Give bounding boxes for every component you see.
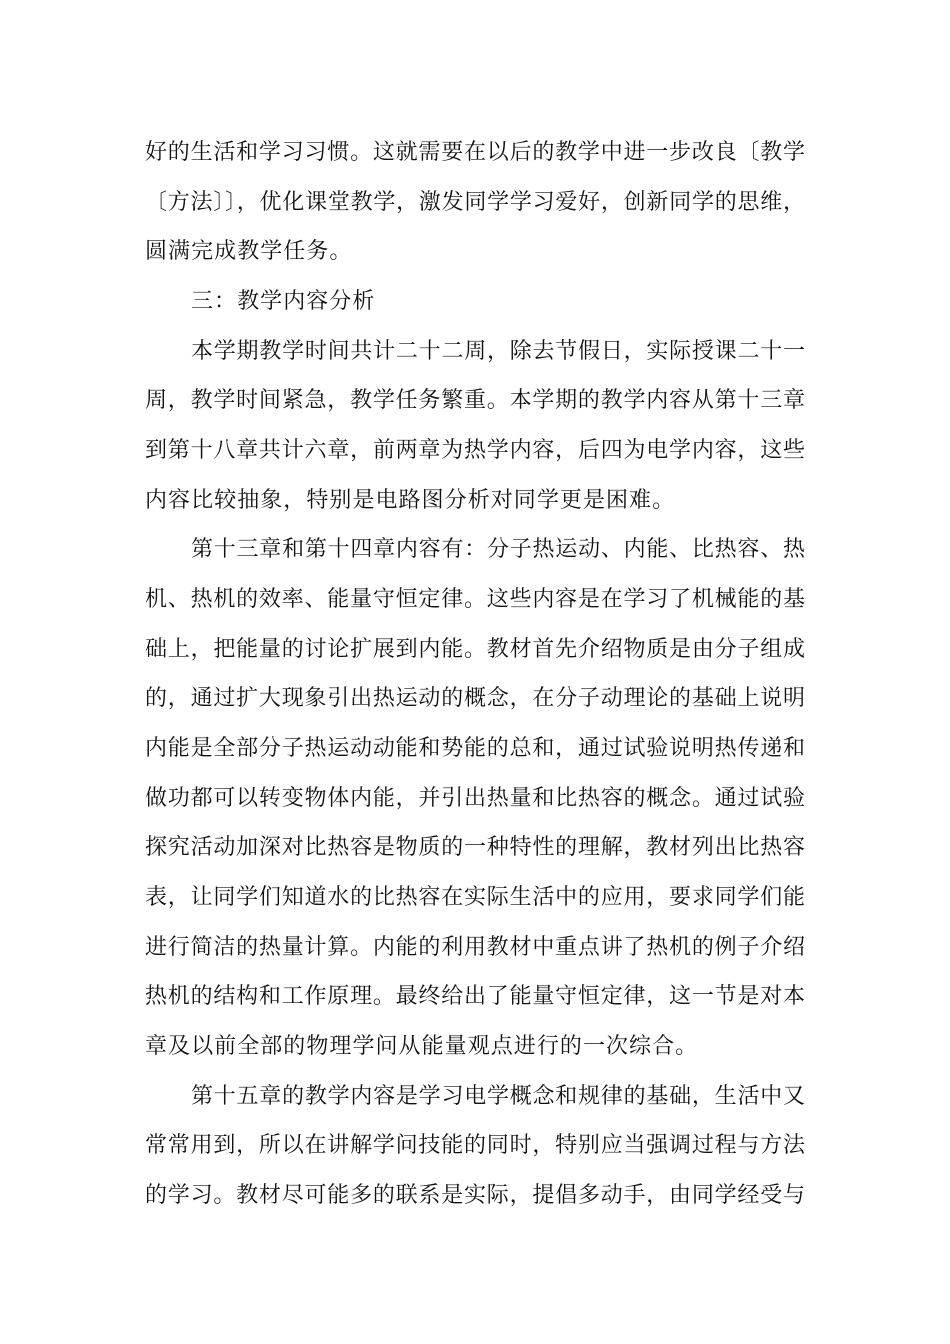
text-line: 热机的结构和工作原理。最终给出了能量守恒定律，这一节是对本 [145, 984, 805, 1009]
text-line: 到第十八章共计六章，前两章为热学内容，后四为电学内容，这些 [145, 438, 805, 463]
text-line: 〔方法〕〕，优化课堂教学，激发同学学习爱好，创新同学的思维， [145, 190, 805, 215]
text-line: 的学习。教材尽可能多的联系是实际，提倡多动手，由同学经受与 [145, 1183, 805, 1208]
text-line: 内容比较抽象，特别是电路图分析对同学更是困难。 [145, 488, 676, 513]
text-line: 表，让同学们知道水的比热容在实际生活中的应用，要求同学们能 [145, 885, 805, 910]
text-line: 周，教学时间紧急，教学任务繁重。本学期的教学内容从第十三章 [145, 388, 805, 413]
text-line: 章及以前全部的物理学问从能量观点进行的一次综合。 [145, 1034, 699, 1059]
text-line: 机、热机的效率、能量守恒定律。这些内容是在学习了机械能的基 [145, 587, 805, 612]
text-line: 础上，把能量的讨论扩展到内能。教材首先介绍物质是由分子组成 [145, 637, 805, 662]
text-line: 探究活动加深对比热容是物质的一种特性的理解，教材列出比热容 [145, 835, 805, 860]
text-line: 内能是全部分子热运动动能和势能的总和，通过试验说明热传递和 [145, 736, 805, 761]
text-line: 常常用到，所以在讲解学问技能的同时，特别应当强调过程与方法 [145, 1133, 805, 1158]
text-line: 做功都可以转变物体内能，并引出热量和比热容的概念。通过试验 [145, 786, 805, 811]
text-line: 的，通过扩大现象引出热运动的概念，在分子动理论的基础上说明 [145, 686, 805, 711]
text-line: 本学期教学时间共计二十二周，除去节假日，实际授课二十一 [191, 339, 805, 364]
text-line: 第十五章的教学内容是学习电学概念和规律的基础，生活中又 [191, 1084, 805, 1109]
text-line: 圆满完成教学任务。 [145, 239, 353, 264]
text-line: 第十三章和第十四章内容有：分子热运动、内能、比热容、热 [191, 537, 805, 562]
section-heading: 三：教学内容分析 [191, 289, 376, 314]
text-line: 好的生活和学习习惯。这就需要在以后的教学中进一步改良〔教学 [145, 140, 805, 165]
text-line: 进行简洁的热量计算。内能的利用教材中重点讲了热机的例子介绍 [145, 935, 805, 960]
